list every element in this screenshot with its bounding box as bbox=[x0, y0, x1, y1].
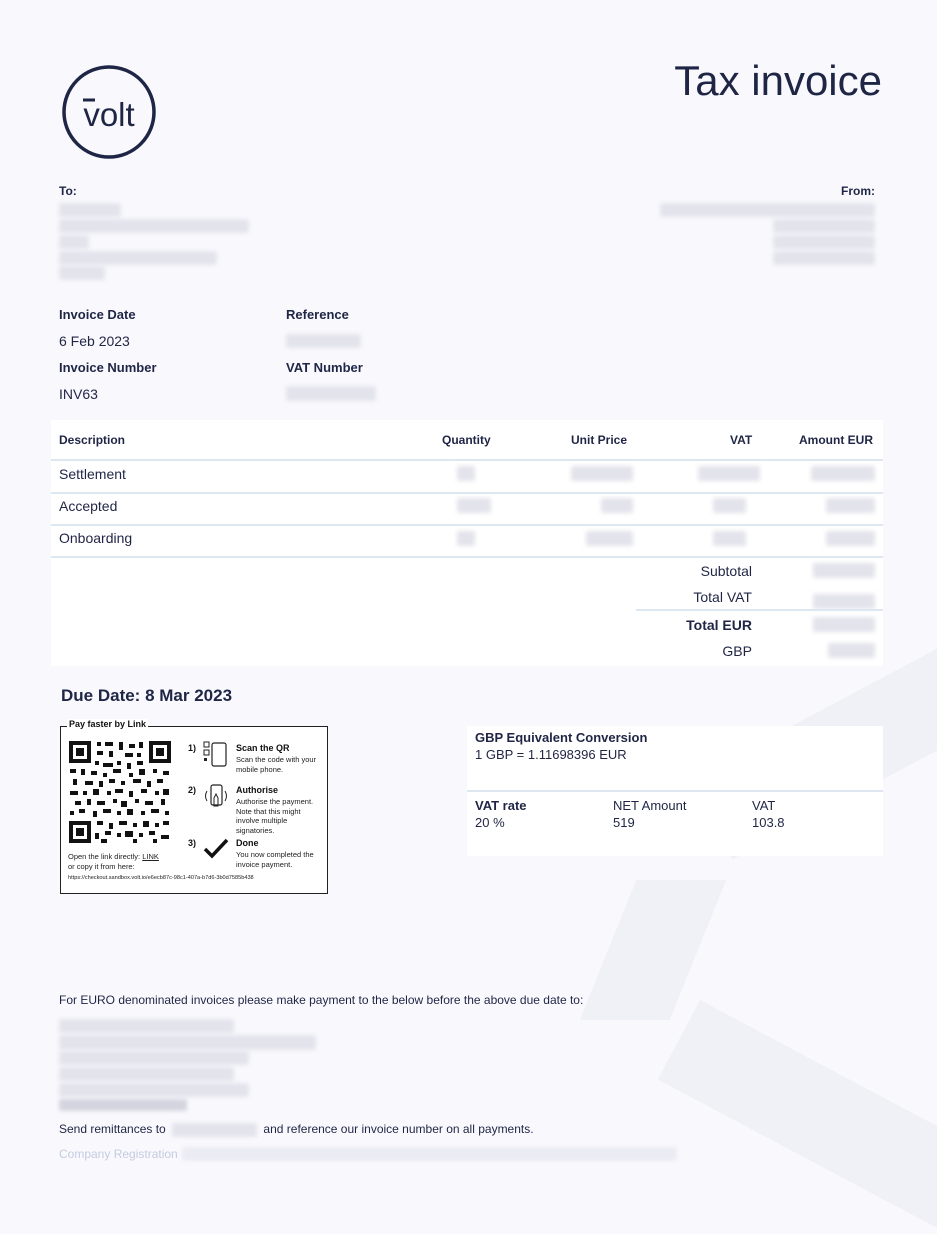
due-date: Due Date: 8 Mar 2023 bbox=[61, 686, 233, 705]
euro-payment-note: For EURO denominated invoices please make payment to the below before the above due date to: bbox=[59, 993, 584, 1007]
to-address-redacted bbox=[59, 251, 217, 265]
step-3-title: Done bbox=[236, 838, 259, 848]
bank-details-redacted bbox=[59, 1067, 234, 1081]
watermark-chevron bbox=[658, 1000, 937, 1234]
vat-redacted bbox=[698, 466, 760, 481]
to-address-redacted bbox=[59, 266, 105, 280]
gbp-label: GBP bbox=[722, 643, 752, 659]
quantity-redacted bbox=[457, 498, 491, 513]
qr-code-icon bbox=[67, 739, 173, 845]
vat-number-label: VAT Number bbox=[286, 360, 363, 375]
from-label: From: bbox=[841, 184, 875, 198]
bank-details-redacted bbox=[59, 1051, 249, 1065]
vat-redacted bbox=[713, 531, 746, 546]
pay-by-link-box bbox=[60, 719, 328, 894]
amount-redacted bbox=[826, 531, 875, 546]
conversion-vat-label: VAT bbox=[752, 798, 776, 813]
company-registration-label: Company Registration bbox=[59, 1147, 178, 1161]
conversion-vat-value: 103.8 bbox=[752, 815, 785, 830]
row-divider bbox=[51, 524, 883, 526]
step-3-number: 3) bbox=[188, 838, 197, 848]
open-link-text: Open the link directly: bbox=[68, 852, 141, 861]
bank-details-redacted bbox=[59, 1099, 187, 1111]
invoice-date-value: 6 Feb 2023 bbox=[59, 333, 130, 349]
logo-text: volt bbox=[83, 96, 135, 133]
unit-price-redacted bbox=[601, 498, 633, 513]
line-items-table bbox=[51, 420, 883, 666]
invoice-number-label: Invoice Number bbox=[59, 360, 157, 375]
totals-divider bbox=[636, 609, 883, 611]
header-description: Description bbox=[59, 433, 126, 447]
step-1-number: 1) bbox=[188, 743, 197, 753]
volt-logo-icon bbox=[61, 64, 157, 160]
total-vat-redacted bbox=[813, 594, 875, 609]
watermark-stripe bbox=[580, 880, 727, 1020]
to-address-redacted bbox=[59, 235, 89, 249]
total-eur-redacted bbox=[813, 617, 875, 632]
vat-rate-value: 20 % bbox=[475, 815, 505, 830]
remittance-suffix: and reference our invoice number on all payments. bbox=[263, 1122, 534, 1136]
to-address-redacted bbox=[59, 219, 249, 233]
net-amount-value: 519 bbox=[613, 815, 635, 830]
amount-redacted bbox=[826, 498, 875, 513]
header-unit-price: Unit Price bbox=[571, 433, 628, 447]
conversion-rate: 1 GBP = 1.11698396 EUR bbox=[475, 747, 627, 762]
unit-price-redacted bbox=[586, 531, 633, 546]
step-2-number: 2) bbox=[188, 785, 197, 795]
quantity-redacted bbox=[457, 531, 475, 546]
row-description: Onboarding bbox=[59, 530, 133, 546]
step-1-title: Scan the QR bbox=[236, 743, 290, 753]
remittance-line bbox=[59, 1122, 534, 1137]
phone-qr-icon bbox=[202, 740, 230, 768]
from-address-redacted bbox=[773, 235, 875, 249]
to-address-redacted bbox=[59, 203, 121, 217]
bank-details-redacted bbox=[59, 1083, 249, 1097]
invoice-number-value: INV63 bbox=[59, 386, 98, 402]
step-1-desc: Scan the code with your mobile phone. bbox=[236, 755, 317, 774]
from-address-redacted bbox=[773, 251, 875, 265]
header-amount: Amount EUR bbox=[799, 433, 873, 447]
invoice-date-label: Invoice Date bbox=[59, 307, 136, 322]
checkout-url[interactable]: https://checkout.sandbox.volt.io/e6ecb87c-98c1-407a-b7d6-3b0d7585b438 bbox=[68, 875, 254, 881]
row-description: Settlement bbox=[59, 466, 126, 482]
checkmark-icon bbox=[202, 837, 230, 861]
reference-label: Reference bbox=[286, 307, 349, 322]
header-vat: VAT bbox=[730, 433, 753, 447]
payment-link[interactable]: LINK bbox=[142, 852, 159, 861]
total-vat-label: Total VAT bbox=[693, 589, 752, 605]
gbp-conversion-box bbox=[467, 726, 883, 856]
vat-rate-label: VAT rate bbox=[475, 798, 527, 813]
phone-tap-icon bbox=[202, 782, 230, 810]
open-link-line bbox=[68, 852, 159, 861]
row-divider bbox=[51, 459, 883, 461]
remittance-email-redacted bbox=[172, 1123, 257, 1137]
page-title: Tax invoice bbox=[674, 57, 882, 104]
row-description: Accepted bbox=[59, 498, 118, 514]
gbp-redacted bbox=[828, 643, 875, 658]
copy-link-text: or copy it from here: bbox=[68, 862, 135, 871]
from-address-redacted bbox=[773, 219, 875, 233]
from-address-redacted bbox=[660, 203, 875, 217]
unit-price-redacted bbox=[571, 466, 633, 481]
company-registration-redacted bbox=[182, 1147, 677, 1161]
bank-details-redacted bbox=[59, 1019, 234, 1033]
net-amount-label: NET Amount bbox=[613, 798, 687, 813]
step-2-desc: Authorise the payment. Note that this might involve multiple signatories. bbox=[236, 797, 314, 835]
total-eur-label: Total EUR bbox=[686, 617, 752, 633]
to-label: To: bbox=[59, 184, 77, 198]
step-2-title: Authorise bbox=[236, 785, 279, 795]
conversion-divider bbox=[467, 790, 883, 792]
quantity-redacted bbox=[457, 466, 475, 481]
amount-redacted bbox=[811, 466, 875, 481]
remittance-prefix: Send remittances to bbox=[59, 1122, 166, 1136]
vat-number-value-redacted bbox=[286, 386, 376, 401]
pay-by-link-title: Pay faster by Link bbox=[69, 719, 147, 729]
subtotal-label: Subtotal bbox=[700, 563, 752, 579]
step-3-desc: You now completed the invoice payment. bbox=[236, 850, 314, 869]
vat-redacted bbox=[713, 498, 746, 513]
subtotal-redacted bbox=[813, 563, 875, 578]
row-divider bbox=[51, 492, 883, 494]
header-quantity: Quantity bbox=[442, 433, 491, 447]
reference-value-redacted bbox=[286, 334, 361, 348]
bank-details-redacted bbox=[59, 1035, 316, 1050]
row-divider bbox=[51, 556, 883, 558]
conversion-title: GBP Equivalent Conversion bbox=[475, 730, 648, 745]
